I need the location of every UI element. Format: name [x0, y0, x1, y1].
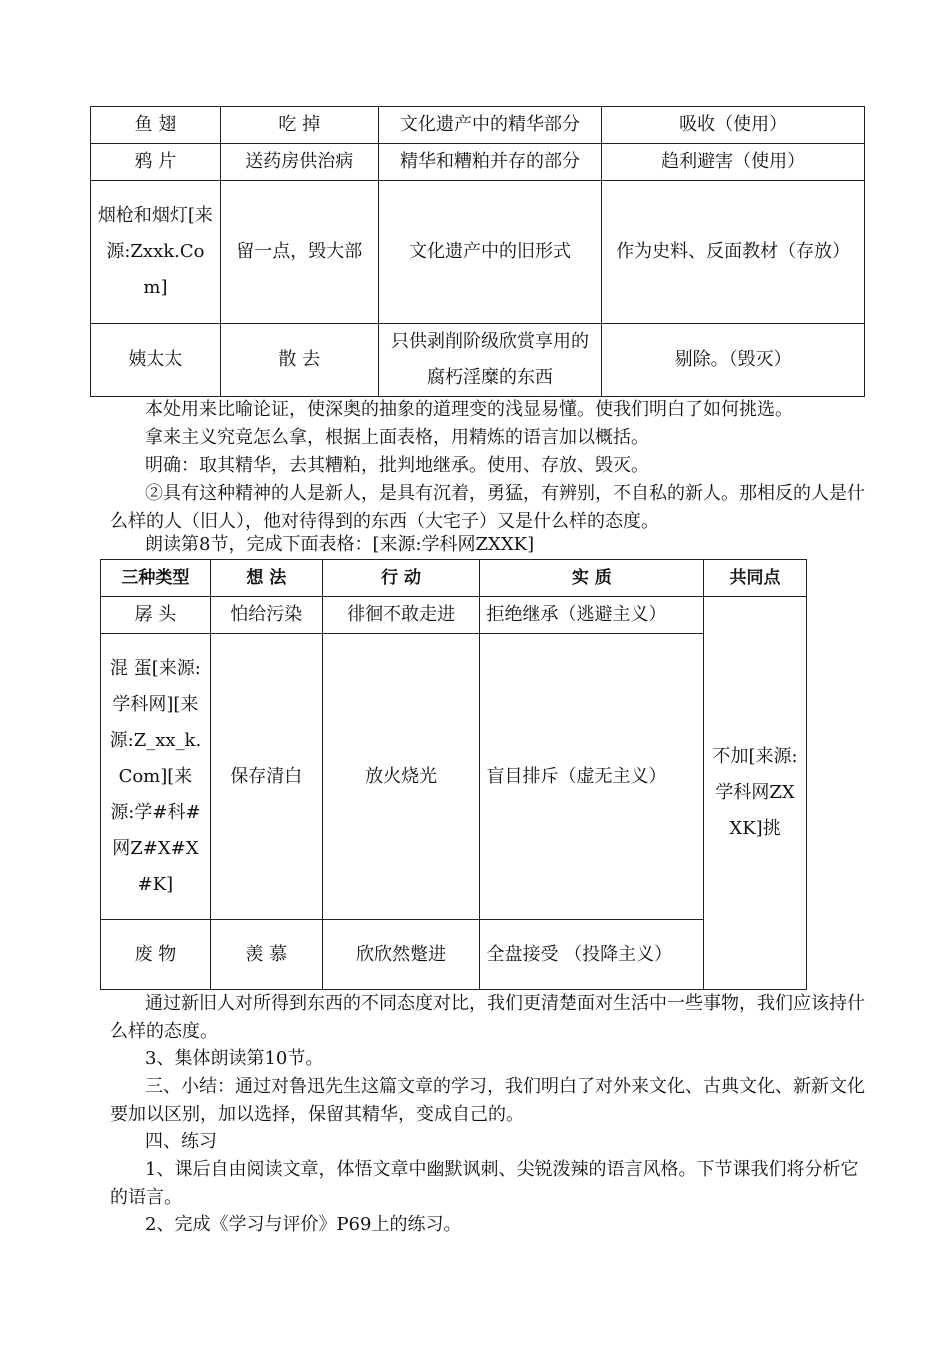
table-cell: 文化遗产中的精华部分: [378, 107, 602, 144]
table-row: [91, 107, 865, 144]
table-cell: 姨太太: [91, 324, 221, 397]
table-cell: 徘徊不敢走进: [322, 597, 480, 634]
paragraph: 1、课后自由阅读文章，体悟文章中幽默讽刺、尖锐泼辣的语言风格。下节课我们将分析它的语言。: [110, 1159, 859, 1208]
table-cell: 剔除。（毁灭）: [602, 324, 865, 397]
table-cell: 放火烧光: [322, 634, 480, 920]
column-header: 三种类型: [101, 560, 211, 597]
table-row: [101, 597, 807, 634]
table-cell: 送药房供治病: [220, 144, 378, 181]
table-row: [101, 634, 807, 920]
common-point-cell: 不加[来源:学科网ZXXK]挑: [704, 597, 807, 990]
table-cell: 怕给污染: [210, 597, 322, 634]
table-cell: 散 去: [220, 324, 378, 397]
people-types-table: [100, 559, 807, 990]
paragraph: 2、完成《学习与评价》P69上的练习。: [145, 1214, 462, 1235]
table-cell: 盲目排斥（虚无主义）: [480, 634, 704, 920]
paragraph: 本处用来比喻论证，使深奥的抽象的道理变的浅显易懂。使我们明白了如何挑选。: [145, 399, 793, 420]
paragraph: 四、练习: [145, 1131, 217, 1152]
table-row: [91, 324, 865, 397]
table-cell: 作为史料、反面教材（存放）: [602, 181, 865, 324]
column-header: 行 动: [322, 560, 480, 597]
paragraph: 三、小结：通过对鲁迅先生这篇文章的学习，我们明白了对外来文化、古典文化、新新文化要加以区别，加以选择，保留其精华，变成自己的。: [110, 1076, 865, 1125]
table-cell: 鱼 翅: [91, 107, 221, 144]
table-row: [91, 144, 865, 181]
paragraph: 朗读第8节，完成下面表格：[来源:学科网ZXXK]: [145, 534, 535, 555]
table-row: [91, 181, 865, 324]
column-header: 实 质: [480, 560, 704, 597]
table-cell: 欣欣然蹩进: [322, 920, 480, 990]
table-cell: 混 蛋[来源:学科网][来源:Z_xx_k.Com][来源:学#科#网Z#X#X#K]: [101, 634, 211, 920]
table-cell: 趋利避害（使用）: [602, 144, 865, 181]
table-cell: 精华和糟粕并存的部分: [378, 144, 602, 181]
table-cell: 全盘接受 （投降主义）: [480, 920, 704, 990]
analogy-table: [90, 106, 865, 397]
table-cell: 吸收（使用）: [602, 107, 865, 144]
paragraph: ②具有这种精神的人是新人，是具有沉着，勇猛，有辨别，不自私的新人。那相反的人是什么样的人（旧人），他对待得到的东西（大宅子）又是什么样的态度。: [110, 483, 865, 532]
table-header-row: [101, 560, 807, 597]
table-cell: 留一点，毁大部: [220, 181, 378, 324]
paragraph: 拿来主义究竟怎么拿，根据上面表格，用精炼的语言加以概括。: [145, 427, 649, 448]
table-cell: 废 物: [101, 920, 211, 990]
table-cell: 烟枪和烟灯[来源:Zxxk.Com]: [91, 181, 221, 324]
paragraph: 明确：取其精华，去其糟粕，批判地继承。使用、存放、毁灭。: [145, 455, 649, 476]
table-cell: 保存清白: [210, 634, 322, 920]
paragraph: 通过新旧人对所得到东西的不同态度对比，我们更清楚面对生活中一些事物，我们应该持什么样的态度。: [110, 993, 865, 1042]
table-cell: 只供剥削阶级欣赏享用的腐朽淫糜的东西: [378, 324, 602, 397]
table-cell: 文化遗产中的旧形式: [378, 181, 602, 324]
column-header: 共同点: [704, 560, 807, 597]
table-cell: 拒绝继承（逃避主义）: [480, 597, 704, 634]
paragraph: 3、集体朗读第10节。: [145, 1048, 324, 1069]
column-header: 想 法: [210, 560, 322, 597]
table-cell: 孱 头: [101, 597, 211, 634]
table-cell: 吃 掉: [220, 107, 378, 144]
table-cell: 鸦 片: [91, 144, 221, 181]
table-row: [101, 920, 807, 990]
table-cell: 羡 慕: [210, 920, 322, 990]
